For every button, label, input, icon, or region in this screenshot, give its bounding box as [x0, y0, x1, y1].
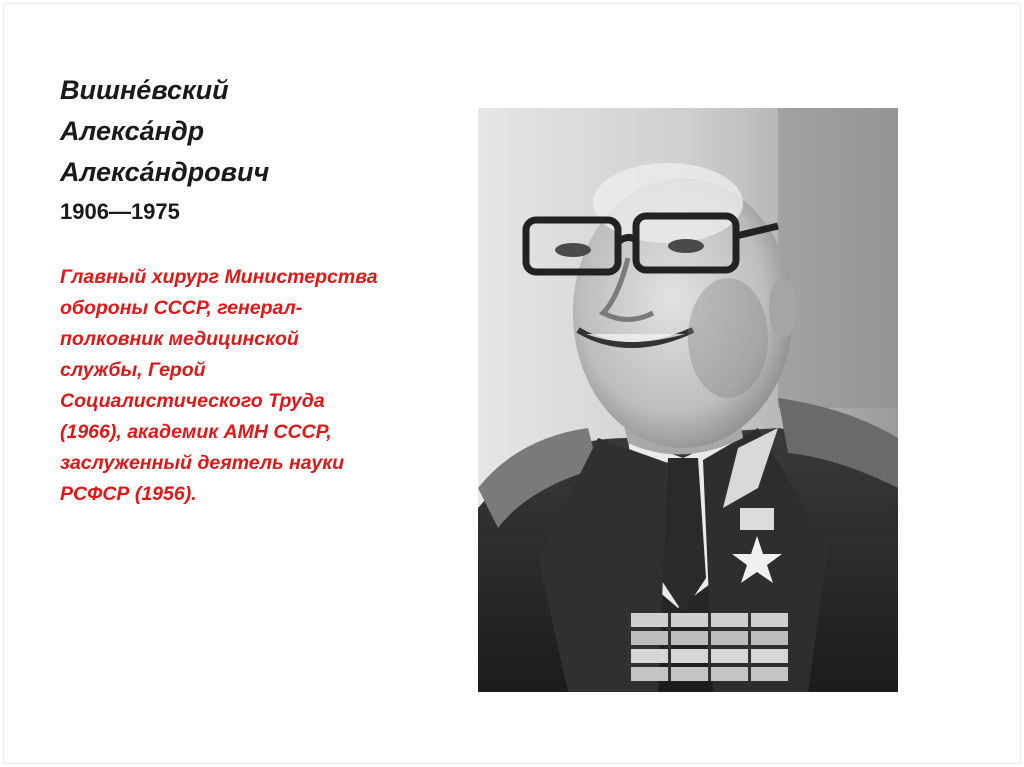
left-eye [555, 243, 591, 257]
background-shadow [778, 108, 898, 408]
medal-ribbon [740, 508, 774, 530]
biography-text: Главный хирург Министерства обороны СССР, генерал-полковник медицинской службы, Герой Социалистического Труда (1966), академик АМН СССР, заслуженный деятель науки РСФСР (1956). [60, 266, 378, 505]
patronymic: Алекса́ндрович [60, 157, 270, 187]
portrait-photo [478, 108, 898, 692]
name-block [60, 70, 440, 229]
ear [769, 278, 797, 338]
life-years: 1906—1975 [60, 199, 180, 224]
surname: Вишне́вский [60, 75, 229, 105]
first-name: Алекса́ндр [60, 116, 205, 146]
portrait-icon [478, 108, 898, 692]
cheek-shadow [688, 278, 768, 398]
right-eye [668, 239, 704, 253]
